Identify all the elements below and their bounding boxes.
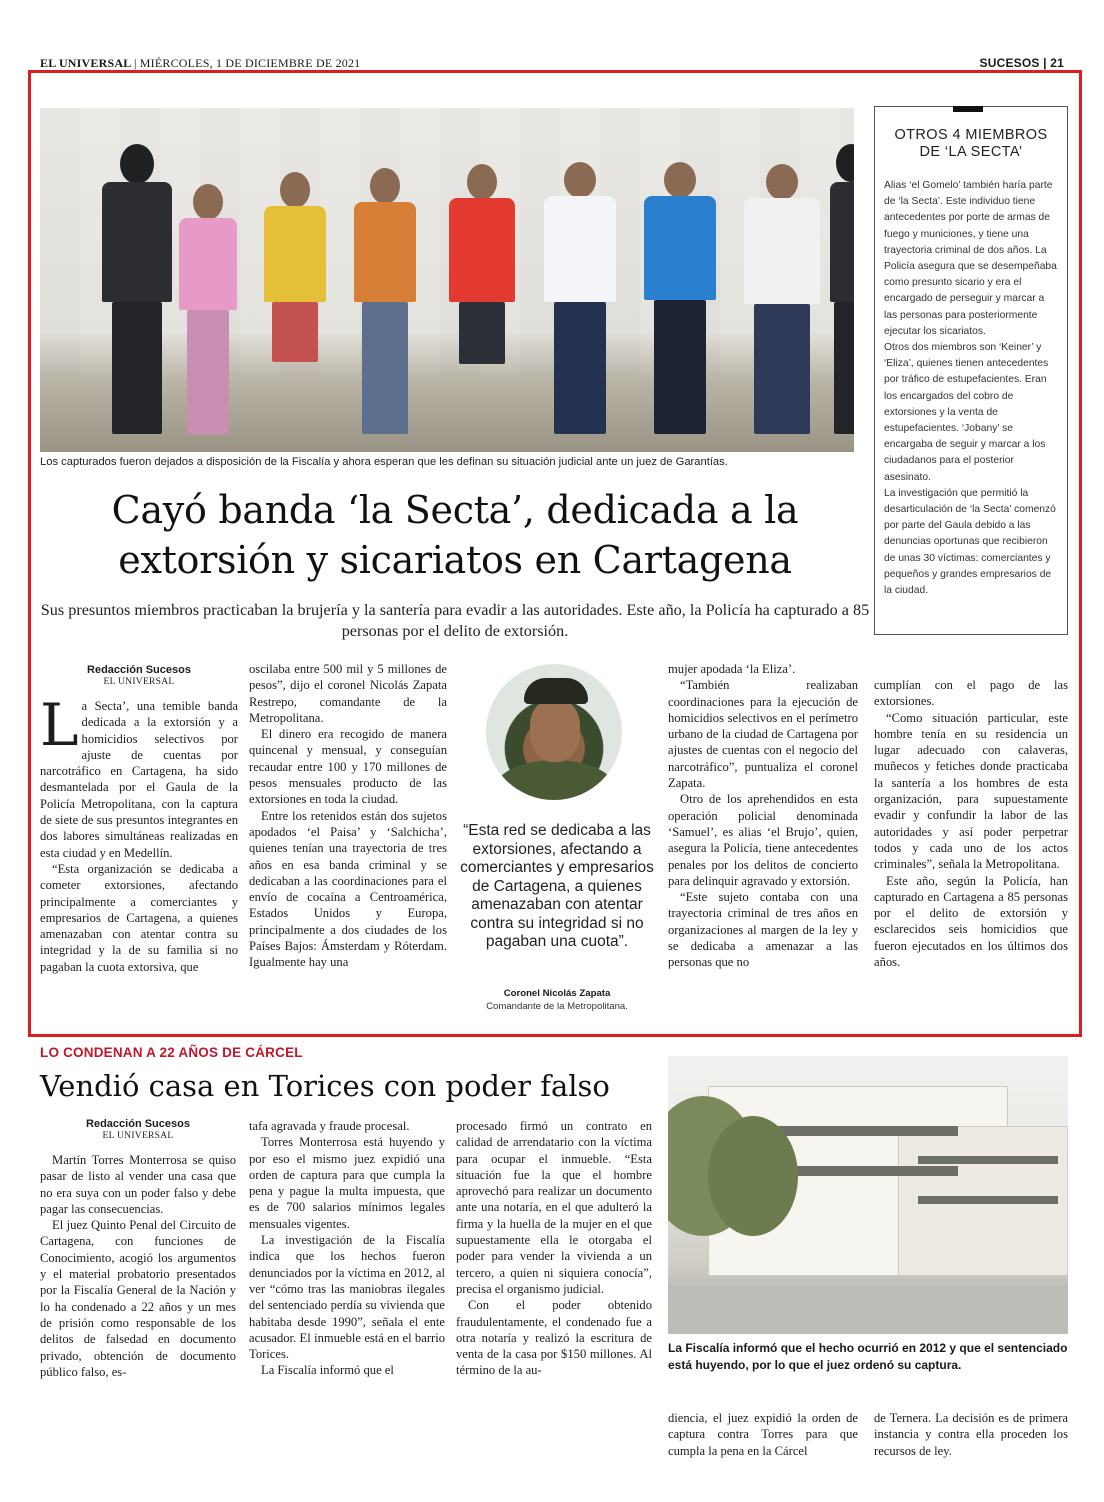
paragraph: La Fiscalía informó que el	[261, 1363, 394, 1378]
paragraph: El dinero era recogido de manera quincenal y mensual, y conseguían recaudar entre 100 y 170 millones de pesos mensuales producto de las extorsiones en toda la ciudad.	[249, 727, 447, 807]
paragraph: diencia, el juez expidió la orden de captura contra Torres para que cumpla la pena en la Cárcel	[668, 1411, 858, 1458]
paragraph: Entre los retenidos están dos sujetos apodados ‘el Paisa’ y ‘Salchicha’, quienes tenían una trayectoria de tres años en esa banda criminal y se dedicaban a las coordinaciones para el envío de cocaína a Centroamérica, Estados Unidos y Europa, principalmente a dos ciudades de los Países Bajos: Ámsterdam y Róterdam. Igualmente hay una	[249, 808, 447, 970]
sidebar-box	[874, 106, 1068, 635]
newspaper-name: EL UNIVERSAL	[40, 56, 131, 70]
byline-name: Redacción Sucesos	[87, 664, 191, 676]
byline-outlet: EL UNIVERSAL	[103, 677, 175, 687]
courthouse-photo-caption: La Fiscalía informó que el hecho ocurrió en 2012 y que el sentenciado está huyendo, por lo que el juez ordenó su captura.	[668, 1341, 1068, 1372]
quote-attribution-name: Coronel Nicolás Zapata	[503, 988, 611, 999]
drop-cap: L	[40, 691, 79, 759]
quote-attribution-role: Comandante de la Metropolitana.	[486, 1001, 628, 1012]
article-headline: Cayó banda ‘la Secta’, dedicada a la extorsión y sicariatos en Cartagena	[111, 488, 799, 582]
article2-headline: Vendió casa en Torices con poder falso	[40, 1069, 610, 1103]
main-photo	[40, 108, 854, 452]
paragraph: mujer apodada ‘la Eliza’.	[668, 662, 796, 676]
sidebar-text	[884, 178, 1058, 599]
section-page: SUCESOS | 21	[979, 56, 1064, 70]
paragraph: “Como situación particular, este hombre tenía en su residencia un lugar adecuado con calaveras, muñecos y fetiches donde practicaba la santería a los hombres de esta organización, para supuestamente evadir y confundir la labor de las autoridades y así poder perpetrar todos y cada uno de los actos criminales”, señala la Metropolitana.	[874, 710, 1068, 872]
paragraph: La investigación de la Fiscalía indica que los hechos fueron denunciados por la víctima en 2012, al ver “cómo tras las maniobras ilegales del sentenciado perdía su vivienda que habitaba desde 1990”, señala el ente acusador. El inmueble está en el barrio Torices.	[249, 1233, 445, 1362]
article-column-5	[874, 677, 1068, 970]
paragraph: oscilaba entre 500 mil y 5 millones de pesos”, dijo el coronel Nicolás Zapata Restrepo, comandante de la Metropolitana.	[249, 662, 447, 725]
paragraph: Martín Torres Monterrosa se quiso pasar de listo al vender una casa que no era suya con un poder falso y debe pagar las consecuencias.	[40, 1153, 236, 1216]
sidebar-title: OTROS 4 MIEMBROS DE ‘LA SECTA’	[894, 127, 1048, 160]
masthead-left	[40, 56, 360, 71]
paragraph: “También realizaban coordinaciones para la ejecución de homicidios selectivos en el perímetro urbano de la ciudad de Cartagena por ajustes de cuentas con el negocio del narcotráfico”, puntualiza el coronel Zapata.	[668, 678, 858, 791]
paragraph: Este año, según la Policía, han capturado en Cartagena a 85 personas por el delito de extorsión y esclarecidos seis homicidios que fueron ejecutados en los últimos dos años.	[874, 873, 1068, 970]
article-column-4	[668, 661, 858, 971]
portrait-photo	[486, 664, 622, 800]
edition-date: | MIÉRCOLES, 1 DE DICIEMBRE DE 2021	[133, 56, 361, 70]
article2-column-1	[40, 1118, 236, 1380]
article2-column-3	[456, 1118, 652, 1379]
paragraph: El juez Quinto Penal del Circuito de Cartagena, con funciones de Conocimiento, acogió los argumentos y el material probatorio presentados por la Fiscalía General de la Nación y lo ha condenado a 22 años y un mes de prisión como responsable de los delitos de falsedad en documento privado, obtención de documento público falso, es-	[40, 1218, 236, 1379]
paragraph: Con el poder obtenido fraudulentamente, el condenado fue a otra notaría y realizó la escritura de venta de la casa por $150 millones. Al término de la au-	[456, 1298, 652, 1378]
main-photo-caption: Los capturados fueron dejados a disposición de la Fiscalía y ahora esperan que les definan su situación judicial ante un juez de Garantías.	[40, 456, 728, 468]
paragraph: cumplían con el pago de las extorsiones.	[874, 678, 1068, 709]
paragraph: “Este sujeto contaba con una trayectoria criminal de tres años en organizaciones al margen de la ley y se dedicaba a amenazar a las personas que no	[668, 890, 858, 970]
byline	[40, 664, 238, 688]
byline-outlet: EL UNIVERSAL	[102, 1131, 174, 1141]
pull-quote-block	[458, 664, 656, 1024]
article2-column-4	[668, 1410, 858, 1459]
sidebar-paragraph: Alias ‘el Gomelo’ también haría parte de ‘la Secta’. Este individuo tiene antecedentes por porte de armas de fuego y municiones, y tiene una trayectoria criminal de dos años. La Policía asegura que se desempeñaba como presunto sicario y era el encargado de perseguir y marcar a las personas para posteriormente ejecutar los sicariatos.	[884, 180, 1057, 337]
byline	[40, 1118, 236, 1142]
article-deck: Sus presuntos miembros practicaban la brujería y la santería para evadir a las autoridades. Este año, la Policía ha capturado a 85 personas por el delito de extorsión.	[40, 601, 870, 640]
courthouse-photo	[668, 1056, 1068, 1334]
sidebar-paragraph: Otros dos miembros son ‘Keiner’ y ‘Eliza’, quienes tienen antecedentes por tráfico de estupefacientes. Eran los encargados del cobro de extorsiones y la venta de estupefacientes. ‘Jobany’ se encargaba de seguir y marcar a los ciudadanos para el posterior asesinato.	[884, 342, 1049, 483]
pull-quote: “Esta red se dedicaba a las extorsiones, afectando a comerciantes y empresarios de Cartagena, a quienes amenazaban con atentar contra su integridad si no pagaban una cuota”.	[460, 822, 654, 950]
paragraph: procesado firmó un contrato en calidad de arrendatario con la víctima para ocupar el inmueble. “Esta situación fue la que el hombre aprovechó para realizar un documento ante una notaría, en el que adulteró la firma y la huella de la mujer en el que supuestamente ella le otorgaba el poder para vender la vivienda a un tercero, a quien ni siquiera conocía”, precisa el organismo judicial.	[456, 1119, 652, 1296]
article-column-2	[249, 661, 447, 971]
article2-column-5	[874, 1410, 1068, 1459]
sidebar-paragraph: La investigación que permitió la desarticulación de ‘la Secta’ comenzó por parte del Gaula debido a las denuncias oportunas que recibieron de unas 30 víctimas: comerciantes y pequeños y grandes empresarios de la ciudad.	[884, 487, 1056, 597]
paragraph: tafa agravada y fraude procesal.	[249, 1119, 410, 1133]
paragraph: Torres Monterrosa está huyendo y por eso el mismo juez expidió una orden de captura para que cumpla la pena y pague la multa impuesta, que es de 700 salarios mínimos legales mensuales vigentes.	[249, 1135, 445, 1231]
byline-name: Redacción Sucesos	[86, 1118, 190, 1130]
article2-column-2	[249, 1118, 445, 1379]
article-column-1	[40, 664, 238, 975]
paragraph: Otro de los aprehendidos en esta operación policial denominada ‘Samuel’, es alias ‘el Brujo’, quien, asegura la Policía, tiene antecedentes penales por los delitos de concierto para delinquir agravado y extorsión.	[668, 792, 858, 888]
article2-kicker: LO CONDENAN A 22 AÑOS DE CÁRCEL	[40, 1045, 303, 1060]
paragraph: a Secta’, una temible banda dedicada a la extorsión y a homicidios selectivos por ajuste de cuentas por narcotráfico en Cartagena, ha sido desmantelada por el Gaula de la Policía Metropolitana, con la captura de siete de sus presuntos integrantes en dos labores simultáneas realizadas en esta ciudad y en Medellín.	[40, 699, 238, 860]
paragraph: de Ternera. La decisión es de primera instancia y contra ella proceden los recursos de ley.	[874, 1411, 1068, 1458]
paragraph: “Esta organización se dedicaba a cometer extorsiones, afectando principalmente a comerciantes y empresarios de Cartagena, a quienes amenazaban con atentar contra su integridad y la de su familia si no pagaban la cuota extorsiva, que	[40, 861, 238, 974]
